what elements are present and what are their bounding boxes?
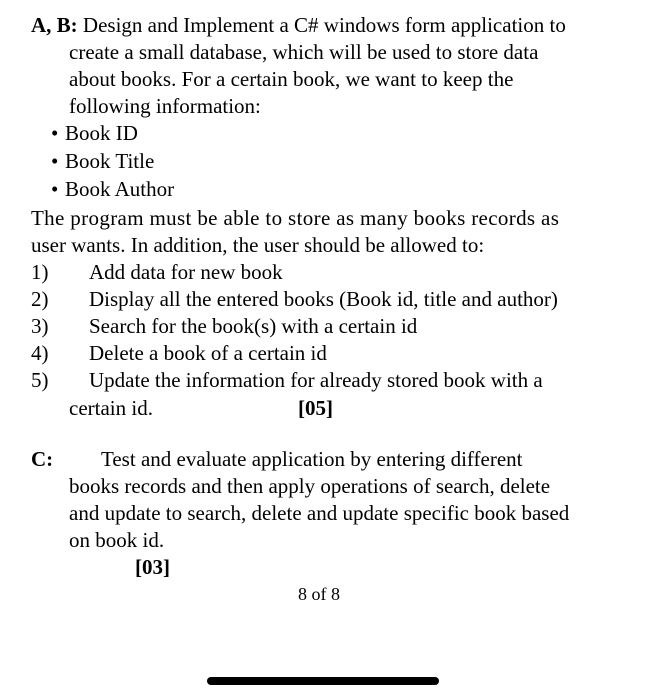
section-ab-label: A, B: xyxy=(31,13,78,37)
list-item xyxy=(31,312,417,340)
section-c-line: books records and then apply operations of search, delete xyxy=(69,474,551,498)
bullet-icon: • xyxy=(51,149,59,173)
list-item xyxy=(31,366,543,394)
list-item-continuation: certain id. xyxy=(69,396,153,420)
bullet-text: Book Author xyxy=(65,177,175,201)
bullet-icon: • xyxy=(51,121,59,145)
list-number: 1) xyxy=(31,260,49,284)
list-item xyxy=(31,339,327,367)
list-text: Add data for new book xyxy=(89,260,283,284)
bullet-item xyxy=(51,119,138,147)
section-c-marks: [03] xyxy=(135,555,170,579)
section-c-line: Test and evaluate application by entering different xyxy=(101,447,523,471)
list-number: 2) xyxy=(31,287,49,311)
section-ab-intro-line: about books. For a certain book, we want to keep the xyxy=(69,67,514,91)
section-c-line: and update to search, delete and update specific book based xyxy=(69,501,570,525)
bullet-icon: • xyxy=(51,177,59,201)
section-ab-intro-line: Design and Implement a C# windows form application to xyxy=(82,13,566,37)
bullet-text: Book Title xyxy=(65,149,155,173)
section-ab-marks: [05] xyxy=(298,396,333,420)
home-indicator-bar[interactable] xyxy=(207,677,439,685)
bullet-item xyxy=(51,147,154,175)
section-c-label: C: xyxy=(31,447,54,471)
list-item xyxy=(31,285,558,313)
paragraph-line: user wants. In addition, the user should be allowed to: xyxy=(31,233,485,257)
paragraph-line: The program must be able to store as many books records as xyxy=(31,206,560,230)
section-c-first-line xyxy=(31,445,53,473)
list-number: 4) xyxy=(31,341,49,365)
bullet-item xyxy=(51,175,174,203)
list-item xyxy=(31,258,283,286)
list-text: Update the information for already stored book with a xyxy=(89,368,543,392)
bullet-text: Book ID xyxy=(65,121,138,145)
section-c-line: on book id. xyxy=(69,528,165,552)
list-text: Search for the book(s) with a certain id xyxy=(89,314,418,338)
section-ab-first-line xyxy=(31,11,566,39)
section-ab-intro-line: create a small database, which will be used to store data xyxy=(69,40,539,64)
list-number: 3) xyxy=(31,314,49,338)
list-text: Display all the entered books (Book id, title and author) xyxy=(89,287,558,311)
list-text: Delete a book of a certain id xyxy=(89,341,327,365)
page-number: 8 of 8 xyxy=(298,584,340,604)
section-ab-intro-line: following information: xyxy=(69,94,261,118)
list-number: 5) xyxy=(31,368,49,392)
